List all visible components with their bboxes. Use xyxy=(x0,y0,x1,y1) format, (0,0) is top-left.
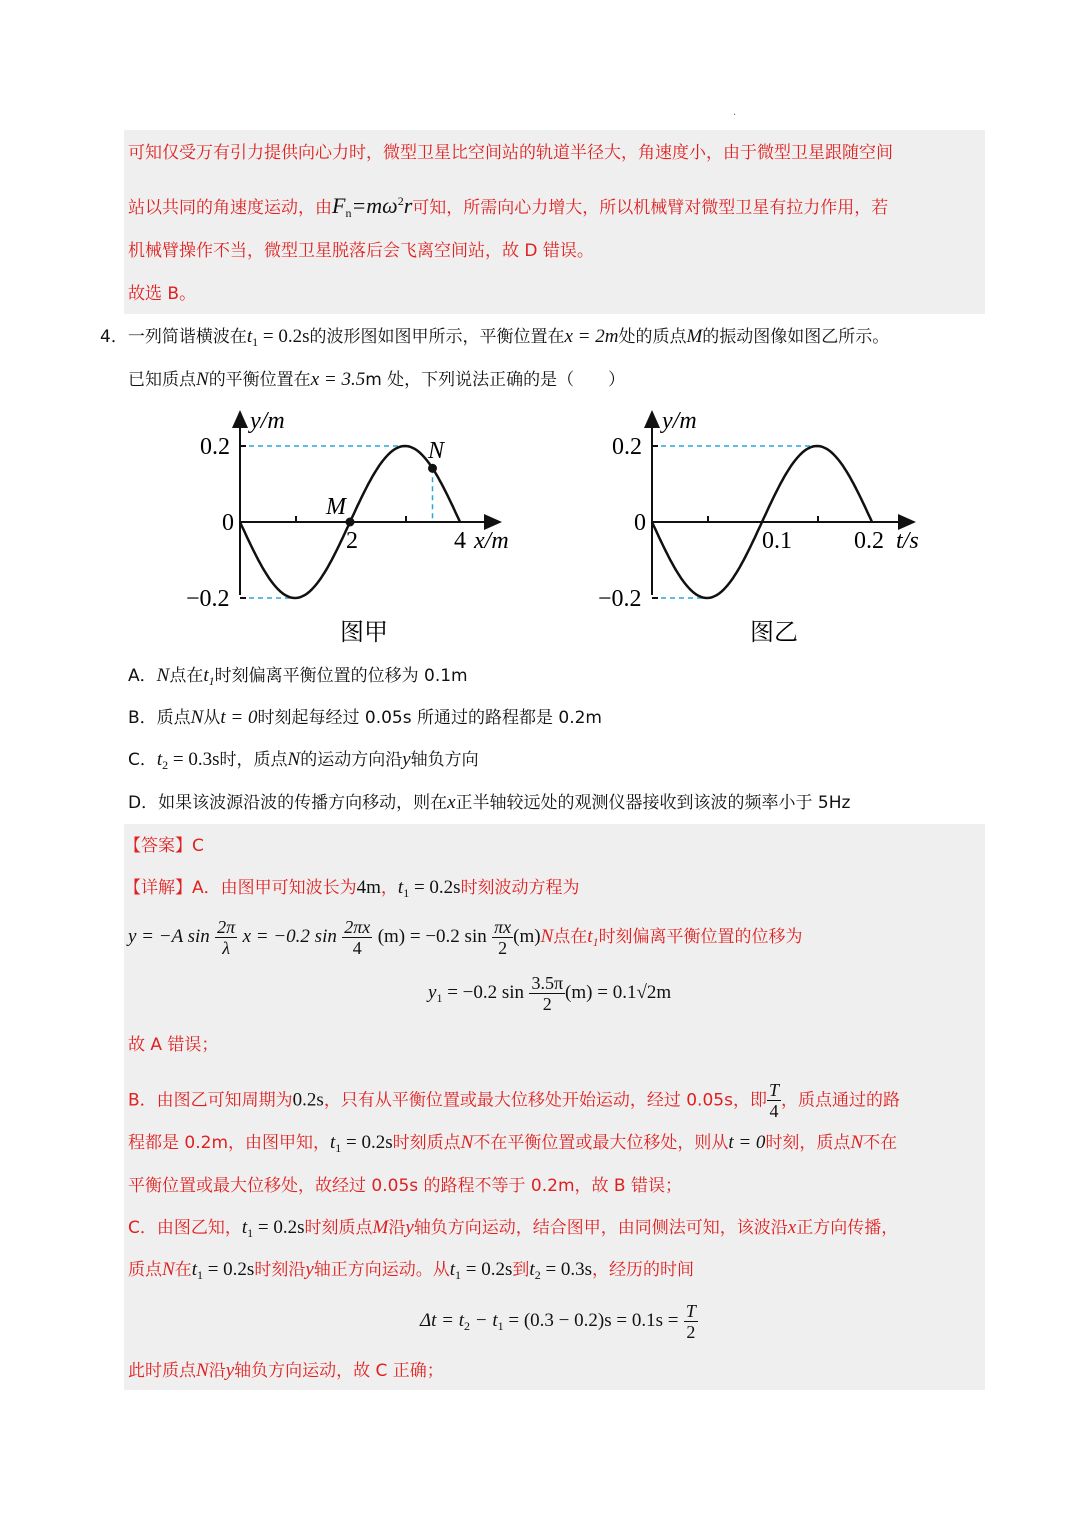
explain-c-line2: 质点N在$t_1 = 0.2s$时刻沿y轴正方向运动。从$t_1 = 0.2s$到$t_2 = 0.3s$，经历的时间 xyxy=(128,1259,695,1282)
fig-a-label-n: N xyxy=(428,438,445,464)
fig-a-xtick-label-4: 4 xyxy=(454,528,466,554)
fig-a-ytick-label-pos: 0.2 xyxy=(200,434,230,460)
fig-b-ytick-label-pos: 0.2 xyxy=(612,434,642,460)
fig-a-xtick-label-2: 2 xyxy=(346,528,358,554)
option-b: B．质点N从t = 0时刻起每经过 0.05s 所通过的路程都是 0.2m xyxy=(128,707,602,728)
fig-b-xlabel: t/s xyxy=(896,528,919,554)
fig-b-ytick-label-neg: −0.2 xyxy=(598,586,642,612)
fig-a-ytick-label-zero: 0 xyxy=(222,510,234,536)
question-stem-line1: 4．一列简谐横波在$t_1 = 0.2s$的波形图如图甲所示，平衡位置在x = 2m处的质点M的振动图像如图乙所示。 xyxy=(100,326,890,349)
explain-c-end: 此时质点N沿y轴负方向运动，故 C 正确； xyxy=(128,1360,444,1381)
fig-a-point-m xyxy=(346,518,355,527)
prev-solution-line4: 故选 B。 xyxy=(128,284,197,304)
figure-a xyxy=(186,408,509,646)
fig-a-ylabel: y/m xyxy=(250,408,285,434)
explain-b-line1: B．由图乙可知周期为0.2s，只有从平衡位置或最大位移处开始运动，经过 0.05s，即 $\frac{T}{4}$ ，质点通过的路 xyxy=(128,1080,900,1121)
explain-eq3: $\Delta t = t_2 - t_1 = (0.3 - 0.2)s = 0.1s$ = $\frac{T}{2}$ xyxy=(420,1300,696,1342)
fig-b-xtick-label-01: 0.1 xyxy=(762,528,792,554)
fig-b-caption: 图乙 xyxy=(750,620,798,646)
explain-b-line3: 平衡位置或最大位移处，故经过 0.05s 的路程不等于 0.2m，故 B 错误； xyxy=(128,1176,682,1196)
prev-solution-line1: 可知仅受万有引力提供向心力时，微型卫星比空间站的轨道半径大，角速度小，由于微型卫星跟随空间 xyxy=(128,143,893,163)
fig-b-ylabel: y/m xyxy=(662,408,697,434)
question-stem-line2: 已知质点N的平衡位置在x = 3.5m 处，下列说法正确的是（ ） xyxy=(128,369,626,390)
figures xyxy=(0,400,1080,660)
fig-a-caption: 图甲 xyxy=(340,620,388,646)
answer-line: 【答案】C xyxy=(124,836,204,856)
prev-solution-line3: 机械臂操作不当，微型卫星脱落后会飞离空间站，故 D 错误。 xyxy=(128,241,594,261)
fig-a-ytick-label-neg: −0.2 xyxy=(186,586,230,612)
prev-solution-line2: 站以共同的角速度运动，由$F_n=m\omega^2r$可知，所需向心力增大，所以机械臂对微型卫星有拉力作用，若 xyxy=(128,193,889,220)
explain-eq2: $y_1 = -0.2$ sin $\frac{3.5\pi}{2}$ (m) = 0.1√2m xyxy=(428,972,672,1014)
fig-b-ytick-label-zero: 0 xyxy=(634,510,646,536)
explain-a-line1: 【详解】A．由图甲可知波长为4m，$t_1 = 0.2s$时刻波动方程为 xyxy=(124,877,580,900)
explain-eq1: y = −A sin $\frac{2\pi}{\lambda}$ x = −0.2 sin $\frac{2\pi x}{4}$ (m) = −0.2 sin $\frac{\pi x}{2}$ (m)N点在$t_1$时刻偏离平衡位置的位移为 xyxy=(128,916,803,958)
stray-dot: · xyxy=(733,110,737,121)
fig-a-label-m: M xyxy=(326,494,346,520)
option-c: C．$t_2 = 0.3s$时，质点N的运动方向沿y轴负方向 xyxy=(128,749,479,772)
explain-b-line2: 程都是 0.2m，由图甲知，$t_1 = 0.2s$时刻质点N不在平衡位置或最大位移处，则从t = 0时刻，质点N不在 xyxy=(128,1132,898,1155)
figure-b xyxy=(598,408,919,646)
fig-a-point-n xyxy=(428,464,437,473)
fig-a-xlabel: x/m xyxy=(474,528,509,554)
fig-b-xtick-label-02: 0.2 xyxy=(854,528,884,554)
option-d: D．如果该波源沿波的传播方向移动，则在x正半轴较远处的观测仪器接收到该波的频率小于 5Hz xyxy=(128,792,851,813)
explain-c-line1: C．由图乙知，$t_1 = 0.2s$时刻质点M沿y轴负方向运动，结合图甲，由同侧法可知，该波沿x正方向传播， xyxy=(128,1217,899,1240)
option-a: A．N点在$t_1$时刻偏离平衡位置的位移为 0.1m xyxy=(128,665,468,688)
explain-a-end: 故 A 错误； xyxy=(128,1035,219,1055)
